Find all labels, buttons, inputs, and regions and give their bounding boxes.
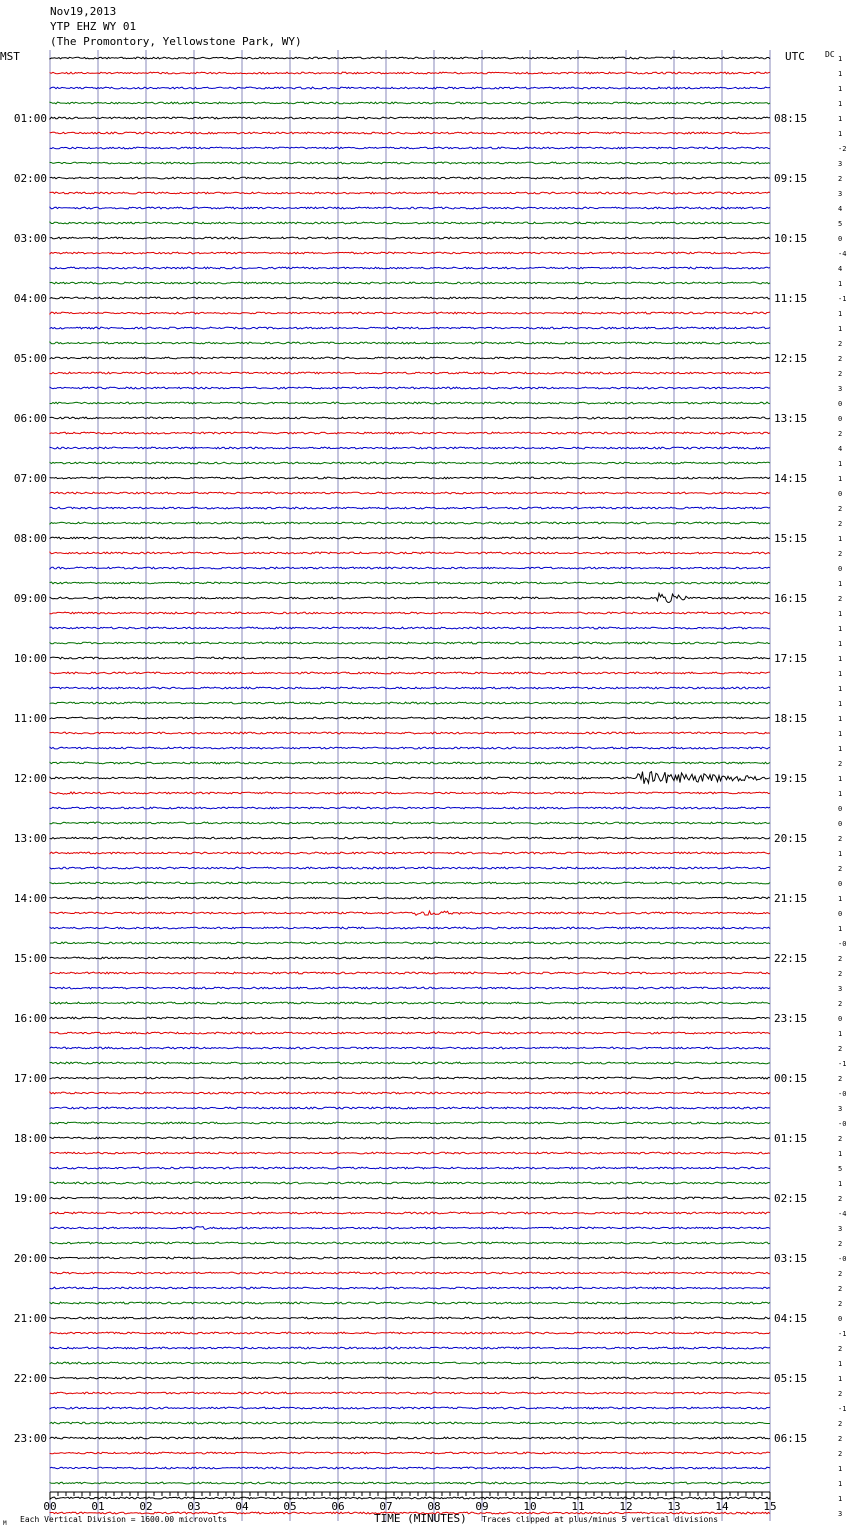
x-tick-label: 06 xyxy=(331,1500,345,1513)
dc-offset-value: 1 xyxy=(838,790,843,798)
dc-offset-value: 3 xyxy=(838,1510,843,1518)
seismic-trace xyxy=(50,927,770,929)
seismic-trace xyxy=(50,1047,770,1049)
seismic-trace xyxy=(50,911,770,915)
dc-offset-value: 4 xyxy=(838,205,843,213)
seismic-trace xyxy=(50,462,770,464)
x-axis xyxy=(43,1492,776,1513)
seismic-trace xyxy=(50,1302,770,1304)
seismic-trace xyxy=(50,1002,770,1004)
left-time-label: 08:00 xyxy=(13,532,47,545)
left-time-label: 04:00 xyxy=(13,292,47,305)
dc-offset-value: 1 xyxy=(838,535,843,543)
right-time-label: 19:15 xyxy=(774,772,808,785)
dc-offset-value: 2 xyxy=(838,1390,843,1398)
dc-offset-value: 1 xyxy=(838,715,843,723)
seismic-trace xyxy=(50,57,770,59)
left-time-label: 01:00 xyxy=(13,112,47,125)
seismic-trace xyxy=(50,1257,770,1259)
dc-offset-value: 2 xyxy=(838,1240,843,1248)
seismic-trace xyxy=(50,312,770,314)
dc-offset-value: -0 xyxy=(838,1255,847,1263)
left-time-labels xyxy=(14,112,47,1445)
seismic-trace xyxy=(50,942,770,944)
seismic-trace xyxy=(50,1272,770,1274)
seismic-trace xyxy=(50,1092,770,1094)
x-tick-label: 13 xyxy=(667,1500,681,1513)
chart-subtitle: (The Promontory, Yellowstone Park, WY) xyxy=(50,35,302,48)
x-tick-label: 01 xyxy=(91,1500,105,1513)
dc-offset-value: 2 xyxy=(838,1435,843,1443)
seismic-trace xyxy=(50,1362,770,1364)
seismic-trace xyxy=(50,987,770,989)
right-time-label: 23:15 xyxy=(774,1012,808,1025)
seismic-trace xyxy=(50,1122,770,1124)
left-time-label: 22:00 xyxy=(13,1372,47,1385)
dc-offset-value: 2 xyxy=(838,1075,843,1083)
seismic-trace xyxy=(50,1287,770,1289)
x-tick-label: 05 xyxy=(283,1500,297,1513)
dc-offset-value: 1 xyxy=(838,685,843,693)
right-time-label: 16:15 xyxy=(774,592,808,605)
left-time-label: 14:00 xyxy=(13,892,47,905)
seismic-trace xyxy=(50,612,770,614)
dc-offset-value: -1 xyxy=(838,1060,847,1068)
seismic-trace xyxy=(50,357,770,359)
dc-offset-value: 1 xyxy=(838,1480,843,1488)
dc-offset-value: 1 xyxy=(838,70,843,78)
dc-offset-value: 1 xyxy=(838,310,843,318)
seismic-trace xyxy=(50,267,770,269)
dc-offset-value: 2 xyxy=(838,1000,843,1008)
trace-group xyxy=(50,57,770,1514)
x-tick-label: 14 xyxy=(715,1500,729,1513)
left-time-label: 03:00 xyxy=(13,232,47,245)
dc-offset-value: 2 xyxy=(838,955,843,963)
dc-offset-value: 1 xyxy=(838,1360,843,1368)
seismic-trace xyxy=(50,432,770,434)
seismic-trace xyxy=(50,492,770,494)
right-time-label: 22:15 xyxy=(774,952,808,965)
left-time-label: 15:00 xyxy=(13,952,47,965)
seismic-trace xyxy=(50,867,770,869)
dc-offset-value: 0 xyxy=(838,415,843,423)
dc-offset-value: 1 xyxy=(838,775,843,783)
dc-offset-value: 2 xyxy=(838,505,843,513)
dc-offset-value: 1 xyxy=(838,325,843,333)
left-time-label: 11:00 xyxy=(13,712,47,725)
seismic-trace xyxy=(50,772,770,784)
dc-offset-value: 1 xyxy=(838,640,843,648)
seismic-trace xyxy=(50,732,770,734)
seismic-trace xyxy=(50,627,770,629)
seismic-trace xyxy=(50,672,770,674)
dc-offset-value: -0 xyxy=(838,940,847,948)
seismic-trace xyxy=(50,207,770,209)
dc-offset-value: 2 xyxy=(838,1345,843,1353)
x-tick-label: 15 xyxy=(763,1500,777,1513)
dc-offset-value: 0 xyxy=(838,235,843,243)
dc-offset-value: 0 xyxy=(838,1015,843,1023)
dc-offset-value: -0 xyxy=(838,1120,847,1128)
left-time-label: 07:00 xyxy=(13,472,47,485)
grid-lines xyxy=(50,50,770,1521)
dc-offset-value: 5 xyxy=(838,220,843,228)
dc-offset-value: 1 xyxy=(838,895,843,903)
dc-offset-value: 1 xyxy=(838,700,843,708)
seismic-trace xyxy=(50,282,770,284)
dc-offset-value: -4 xyxy=(838,1210,847,1218)
right-timezone-label: UTC xyxy=(785,50,805,63)
seismic-trace xyxy=(50,567,770,569)
seismic-trace xyxy=(50,147,770,149)
right-time-label: 21:15 xyxy=(774,892,808,905)
dc-offset-value: 1 xyxy=(838,130,843,138)
dc-offset-value: 3 xyxy=(838,1105,843,1113)
dc-offset-value: 1 xyxy=(838,655,843,663)
seismic-trace xyxy=(50,762,770,764)
seismic-trace xyxy=(50,852,770,854)
dc-offset-value: 0 xyxy=(838,820,843,828)
seismic-trace xyxy=(50,1347,770,1349)
dc-header-label: DC xyxy=(825,50,835,59)
dc-offset-value: 3 xyxy=(838,985,843,993)
seismic-trace xyxy=(50,642,770,644)
x-tick-label: 10 xyxy=(523,1500,537,1513)
seismic-trace xyxy=(50,1152,770,1154)
right-time-label: 15:15 xyxy=(774,532,808,545)
seismic-trace xyxy=(50,582,770,584)
dc-offset-value: 1 xyxy=(838,610,843,618)
left-time-label: 13:00 xyxy=(13,832,47,845)
seismic-trace xyxy=(50,1482,770,1484)
seismic-trace xyxy=(50,537,770,539)
seismic-trace xyxy=(50,1452,770,1454)
seismic-trace xyxy=(50,1437,770,1439)
dc-offset-value: 2 xyxy=(838,1135,843,1143)
left-time-label: 23:00 xyxy=(13,1432,47,1445)
x-tick-label: 02 xyxy=(139,1500,153,1513)
dc-offset-value: 1 xyxy=(838,85,843,93)
seismic-trace xyxy=(50,477,770,479)
seismic-trace xyxy=(50,1167,770,1169)
seismic-trace xyxy=(50,822,770,824)
dc-offset-value: 0 xyxy=(838,880,843,888)
dc-offset-value: 2 xyxy=(838,175,843,183)
dc-offset-value: 0 xyxy=(838,1315,843,1323)
x-axis-label: TIME (MINUTES) xyxy=(374,1512,467,1525)
seismic-trace xyxy=(50,882,770,884)
seismic-trace xyxy=(50,1197,770,1199)
dc-offset-value: -4 xyxy=(838,250,847,258)
seismic-trace xyxy=(50,972,770,974)
seismic-trace xyxy=(50,1467,770,1469)
dc-offset-value: 3 xyxy=(838,1225,843,1233)
left-time-label: 18:00 xyxy=(13,1132,47,1145)
seismic-trace xyxy=(50,1107,770,1109)
dc-offset-value: 2 xyxy=(838,520,843,528)
seismic-trace xyxy=(50,417,770,419)
seismic-trace xyxy=(50,297,770,299)
dc-offset-value: 2 xyxy=(838,550,843,558)
seismic-trace xyxy=(50,222,770,224)
left-time-label: 09:00 xyxy=(13,592,47,605)
seismic-trace xyxy=(50,1137,770,1139)
dc-offset-value: 1 xyxy=(838,730,843,738)
dc-offset-value: 2 xyxy=(838,1195,843,1203)
seismic-trace xyxy=(50,1062,770,1064)
dc-offset-value: 1 xyxy=(838,1180,843,1188)
dc-offset-value: 2 xyxy=(838,430,843,438)
right-time-label: 18:15 xyxy=(774,712,808,725)
dc-offset-value: -0 xyxy=(838,1090,847,1098)
seismic-trace xyxy=(50,1242,770,1244)
seismic-trace xyxy=(50,387,770,389)
dc-offset-value: 1 xyxy=(838,1375,843,1383)
x-tick-label: 11 xyxy=(571,1500,585,1513)
dc-offset-value: 4 xyxy=(838,265,843,273)
x-tick-label: 09 xyxy=(475,1500,489,1513)
chart-title: YTP EHZ WY 01 xyxy=(50,20,137,33)
seismic-trace xyxy=(50,102,770,104)
dc-offset-value: 3 xyxy=(838,160,843,168)
seismic-trace xyxy=(50,687,770,689)
dc-offset-value: 1 xyxy=(838,460,843,468)
dc-offset-value: 1 xyxy=(838,745,843,753)
left-time-label: 06:00 xyxy=(13,412,47,425)
seismic-trace xyxy=(50,192,770,194)
corner-mark: M xyxy=(3,1520,7,1527)
seismic-trace xyxy=(50,1407,770,1409)
dc-offset-value: 1 xyxy=(838,55,843,63)
right-time-label: 00:15 xyxy=(774,1072,808,1085)
dc-offset-value: -2 xyxy=(838,145,847,153)
right-time-label: 06:15 xyxy=(774,1432,808,1445)
seismic-trace xyxy=(50,1182,770,1184)
right-time-label: 10:15 xyxy=(774,232,808,245)
seismic-trace xyxy=(50,593,770,602)
seismic-trace xyxy=(50,1227,770,1230)
seismic-trace xyxy=(50,957,770,959)
seismic-trace xyxy=(50,162,770,164)
seismic-trace xyxy=(50,1212,770,1214)
dc-offset-value: 2 xyxy=(838,760,843,768)
dc-offset-value: 0 xyxy=(838,565,843,573)
seismic-trace xyxy=(50,507,770,509)
dc-offset-value: 2 xyxy=(838,1270,843,1278)
right-time-label: 20:15 xyxy=(774,832,808,845)
seismic-trace xyxy=(50,792,770,794)
x-tick-label: 07 xyxy=(379,1500,393,1513)
dc-offset-value: 3 xyxy=(838,190,843,198)
dc-offset-value: 1 xyxy=(838,925,843,933)
seismic-trace xyxy=(50,342,770,344)
dc-offset-value: 2 xyxy=(838,1450,843,1458)
x-tick-label: 03 xyxy=(187,1500,201,1513)
dc-offset-value: 2 xyxy=(838,835,843,843)
seismic-trace xyxy=(50,522,770,524)
x-tick-label: 12 xyxy=(619,1500,633,1513)
seismic-trace xyxy=(50,657,770,659)
dc-offset-value: 1 xyxy=(838,670,843,678)
left-timezone-label: MST xyxy=(0,50,20,63)
seismic-trace xyxy=(50,1032,770,1034)
dc-offset-value: 2 xyxy=(838,1045,843,1053)
dc-offset-value: 5 xyxy=(838,1165,843,1173)
left-time-label: 05:00 xyxy=(13,352,47,365)
dc-offset-value: 3 xyxy=(838,385,843,393)
seismic-trace xyxy=(50,837,770,839)
seismic-trace xyxy=(50,372,770,374)
scale-note: Each Vertical Division = 1600.00 microvolts xyxy=(20,1515,228,1524)
dc-offset-value: 2 xyxy=(838,865,843,873)
left-time-label: 17:00 xyxy=(13,1072,47,1085)
dc-offset-value: 1 xyxy=(838,580,843,588)
seismic-trace xyxy=(50,132,770,134)
dc-offset-value: 1 xyxy=(838,1465,843,1473)
dc-offset-value: 0 xyxy=(838,400,843,408)
x-tick-label: 08 xyxy=(427,1500,441,1513)
dc-offset-value: 1 xyxy=(838,850,843,858)
seismic-trace xyxy=(50,87,770,89)
left-time-label: 02:00 xyxy=(13,172,47,185)
dc-offset-value: 2 xyxy=(838,1300,843,1308)
right-time-label: 01:15 xyxy=(774,1132,808,1145)
right-time-label: 14:15 xyxy=(774,472,808,485)
dc-offset-value: 2 xyxy=(838,1285,843,1293)
seismic-trace xyxy=(50,177,770,179)
dc-offset-value: 0 xyxy=(838,490,843,498)
right-time-label: 13:15 xyxy=(774,412,808,425)
chart-date: Nov19,2013 xyxy=(50,5,117,18)
x-tick-label: 04 xyxy=(235,1500,249,1513)
left-time-label: 12:00 xyxy=(13,772,47,785)
seismic-trace xyxy=(50,447,770,449)
right-time-label: 03:15 xyxy=(774,1252,808,1265)
right-time-label: 12:15 xyxy=(774,352,808,365)
seismic-trace xyxy=(50,402,770,404)
dc-offset-value: 2 xyxy=(838,370,843,378)
dc-offset-values xyxy=(838,55,846,1518)
seismic-trace xyxy=(50,117,770,119)
dc-offset-value: 1 xyxy=(838,625,843,633)
left-time-label: 19:00 xyxy=(13,1192,47,1205)
dc-offset-value: -1 xyxy=(838,1405,847,1413)
seismic-trace xyxy=(50,702,770,704)
dc-offset-value: 1 xyxy=(838,100,843,108)
dc-offset-value: 1 xyxy=(838,280,843,288)
right-time-label: 11:15 xyxy=(774,292,808,305)
dc-offset-value: 2 xyxy=(838,355,843,363)
x-tick-label: 00 xyxy=(43,1500,57,1513)
seismic-trace xyxy=(50,807,770,809)
dc-offset-value: 1 xyxy=(838,115,843,123)
right-time-label: 08:15 xyxy=(774,112,808,125)
dc-offset-value: -1 xyxy=(838,295,847,303)
seismic-trace xyxy=(50,1422,770,1424)
seismic-trace xyxy=(50,1077,770,1079)
seismic-trace xyxy=(50,1017,770,1019)
seismic-trace xyxy=(50,897,770,899)
dc-offset-value: 2 xyxy=(838,340,843,348)
seismic-trace xyxy=(50,252,770,254)
dc-offset-value: 2 xyxy=(838,595,843,603)
left-time-label: 16:00 xyxy=(13,1012,47,1025)
seismic-trace xyxy=(50,237,770,239)
dc-offset-value: 2 xyxy=(838,970,843,978)
dc-offset-value: 1 xyxy=(838,475,843,483)
seismic-trace xyxy=(50,327,770,329)
dc-offset-value: 1 xyxy=(838,1495,843,1503)
left-time-label: 20:00 xyxy=(13,1252,47,1265)
dc-offset-value: -1 xyxy=(838,1330,847,1338)
dc-offset-value: 0 xyxy=(838,910,843,918)
dc-offset-value: 0 xyxy=(838,805,843,813)
seismic-trace xyxy=(50,72,770,74)
right-time-label: 09:15 xyxy=(774,172,808,185)
dc-offset-value: 2 xyxy=(838,1420,843,1428)
right-time-label: 04:15 xyxy=(774,1312,808,1325)
clip-note: Traces clipped at plus/minus 5 vertical divisions xyxy=(482,1515,719,1524)
right-time-label: 02:15 xyxy=(774,1192,808,1205)
right-time-label: 17:15 xyxy=(774,652,808,665)
seismic-trace xyxy=(50,1392,770,1394)
seismic-trace xyxy=(50,1332,770,1334)
seismic-trace xyxy=(50,552,770,554)
right-time-label: 05:15 xyxy=(774,1372,808,1385)
left-time-label: 10:00 xyxy=(13,652,47,665)
seismic-trace xyxy=(50,1317,770,1319)
dc-offset-value: 1 xyxy=(838,1150,843,1158)
right-time-labels xyxy=(774,112,807,1445)
seismic-trace xyxy=(50,747,770,749)
seismic-trace xyxy=(50,1497,770,1499)
dc-offset-value: 4 xyxy=(838,445,843,453)
left-time-label: 21:00 xyxy=(13,1312,47,1325)
dc-offset-value: 1 xyxy=(838,1030,843,1038)
seismic-trace xyxy=(50,1377,770,1379)
seismic-trace xyxy=(50,717,770,719)
